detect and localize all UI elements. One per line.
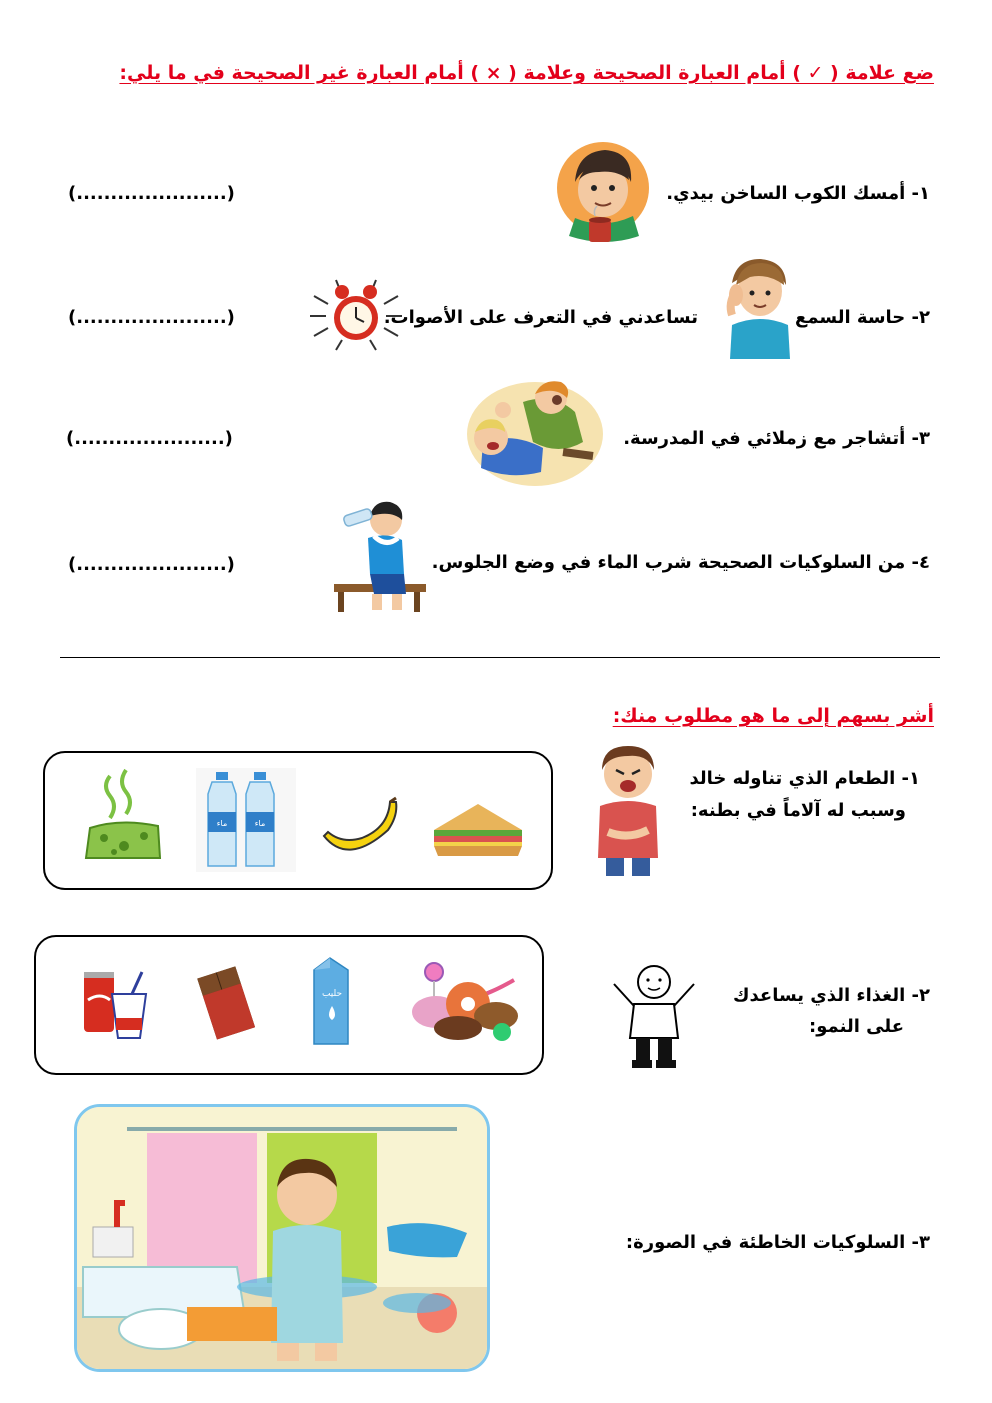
answer-blank-2[interactable]: (......................) <box>68 307 235 328</box>
section2-heading: أشر بسهم إلى ما هو مطلوب منك: <box>612 705 934 727</box>
chocolate-bar-icon[interactable] <box>192 962 266 1042</box>
section1-heading: ضع علامة ( ✓ ) أمام العبارة الصحيحة وعلامة ( × ) أمام العبارة غير الصحيحة في ما يلي: <box>119 62 934 84</box>
question-1-text: ١- أمسك الكوب الساخن بيدي. <box>666 183 930 204</box>
alarm-clock-illustration <box>306 276 406 354</box>
s2-question-2-line1: ٢- الغذاء الذي يساعدك <box>733 985 930 1006</box>
bathroom-scene-frame <box>74 1104 490 1372</box>
s2-question-3-text: ٣- السلوكيات الخاطئة في الصورة: <box>625 1232 930 1253</box>
water-label-1: ماء <box>216 819 228 828</box>
s2-question-1-line1: ١- الطعام الذي تناوله خالد <box>689 768 920 789</box>
question-3-text: ٣- أتشاجر مع زملائي في المدرسة. <box>623 428 930 449</box>
s2-question-1-line2: وسبب له آلاماً في بطنه: <box>690 800 906 821</box>
boy-stomach-ache-illustration <box>588 740 668 882</box>
question-2-text-b: تساعدني في التعرف على الأصوات. <box>383 307 698 328</box>
question-2-text-a: ٢- حاسة السمع <box>795 307 930 328</box>
s2-question-2-line2: على النمو: <box>809 1016 904 1037</box>
answer-blank-4[interactable]: (......................) <box>68 554 235 575</box>
question-4-text: ٤- من السلوكيات الصحيحة شرب الماء في وضع الجلوس. <box>431 552 930 573</box>
milk-carton-icon[interactable] <box>306 954 356 1048</box>
boy-hot-cup-illustration <box>555 140 651 250</box>
water-bottles-icon[interactable] <box>196 768 296 872</box>
answer-blank-3[interactable]: (......................) <box>66 428 233 449</box>
section-divider <box>60 657 940 658</box>
sandwich-icon[interactable] <box>428 800 528 858</box>
milk-label: حليب <box>321 989 343 999</box>
bathroom-scene-illustration <box>77 1107 487 1369</box>
banana-icon[interactable] <box>318 796 404 860</box>
child-happy-outline-illustration <box>606 960 702 1070</box>
water-label-2: ماء <box>254 819 266 828</box>
answer-blank-1[interactable]: (......................) <box>68 183 235 204</box>
boy-drinking-water-illustration <box>330 498 430 616</box>
boy-listening-illustration <box>722 255 794 360</box>
sweets-donuts-icon[interactable] <box>406 960 526 1042</box>
soda-drinks-icon[interactable] <box>80 964 154 1044</box>
spoiled-food-icon[interactable] <box>80 766 166 866</box>
kids-fighting-illustration <box>463 372 605 488</box>
